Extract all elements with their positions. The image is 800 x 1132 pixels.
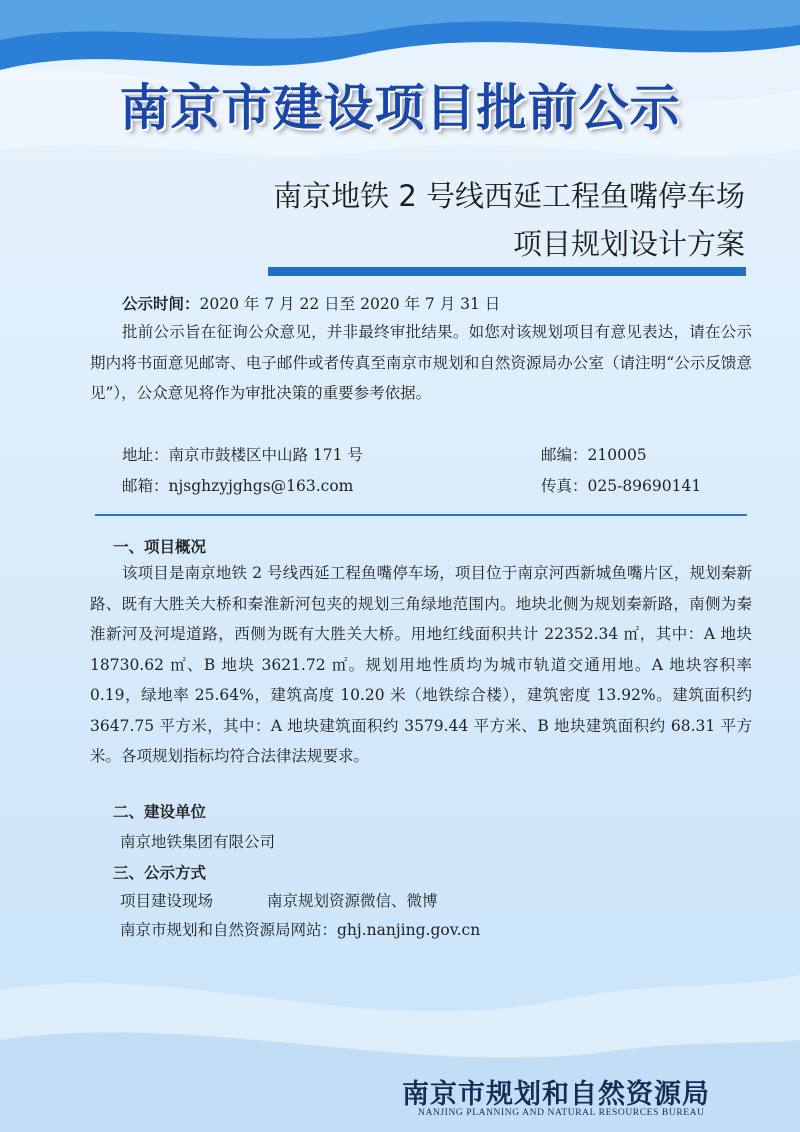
project-subtitle [273,172,745,268]
section-method-heading: 三、公示方式 [113,864,207,882]
method-site: 项目建设现场 [120,892,214,910]
title-underline-bar [268,267,746,276]
section-overview-heading: 一、项目概况 [113,538,207,556]
footer-org-english: NANJING PLANNING AND NATURAL RESOURCES BUREAU [418,1108,705,1118]
notice-email: 邮箱：njsghzyjghgs@163.com [122,477,354,495]
section-builder-body: 南京地铁集团有限公司 [120,833,276,851]
notice-address: 地址：南京市鼓楼区中山路 171 号 [122,446,363,464]
notice-time-value: 2020 年 7 月 22 日至 2020 年 7 月 31 日 [199,295,501,313]
notice-time-label: 公示时间： [122,295,200,313]
notice-time [122,292,500,314]
section-builder-heading: 二、建设单位 [113,803,207,821]
section-overview-body: 该项目是南京地铁 2 号线西延工程鱼嘴停车场，项目位于南京河西新城鱼嘴片区，规划秦新路、既有大胜关大桥和秦淮新河包夹的规划三角绿地范围内。地块北侧为规划秦新路，南侧为秦淮新河及河堤道路，西侧为既有大胜关大桥。用地红线面积共计 22352.34 ㎡，其中：A 地块 18730.62 ㎡、B 地块 3621.72 ㎡。规划用地性质均为城市轨道交通用地。A 地块容积率 0.19，绿地率 25.64%，建筑高度 10.20 米（地铁综合楼），建筑密度 13.92%。建筑面积约 3647.75 平方米，其中：A 地块建筑面积约 3579.44 平方米、B 地块建筑面积约 68.31 平方米。各项规划指标均符合法律法规要求。 [90,564,752,765]
notice-fax: 传真：025-89690141 [541,477,702,495]
subtitle-line-2: 项目规划设计方案 [512,227,745,261]
method-website: 南京市规划和自然资源局网站：ghj.nanjing.gov.cn [120,921,481,939]
method-line-1 [120,889,438,911]
subtitle-line-1: 南京地铁 2 号线西延工程鱼嘴停车场 [273,179,745,213]
notice-intro: 批前公示旨在征询公众意见，并非最终审批结果。如您对该规划项目有意见表达，请在公示期内将书面意见邮寄、电子邮件或者传真至南京市规划和自然资源局办公室（请注明“公示反馈意见”），公众意见将作为审批决策的重要参考依据。 [90,323,752,402]
notice-postcode: 邮编：210005 [541,446,647,464]
section-divider [95,514,747,516]
page-title: 南京市建设项目批前公示 [119,79,681,137]
footer-org-name: 南京市规划和自然资源局 [402,1079,710,1110]
method-social: 南京规划资源微信、微博 [267,892,438,910]
